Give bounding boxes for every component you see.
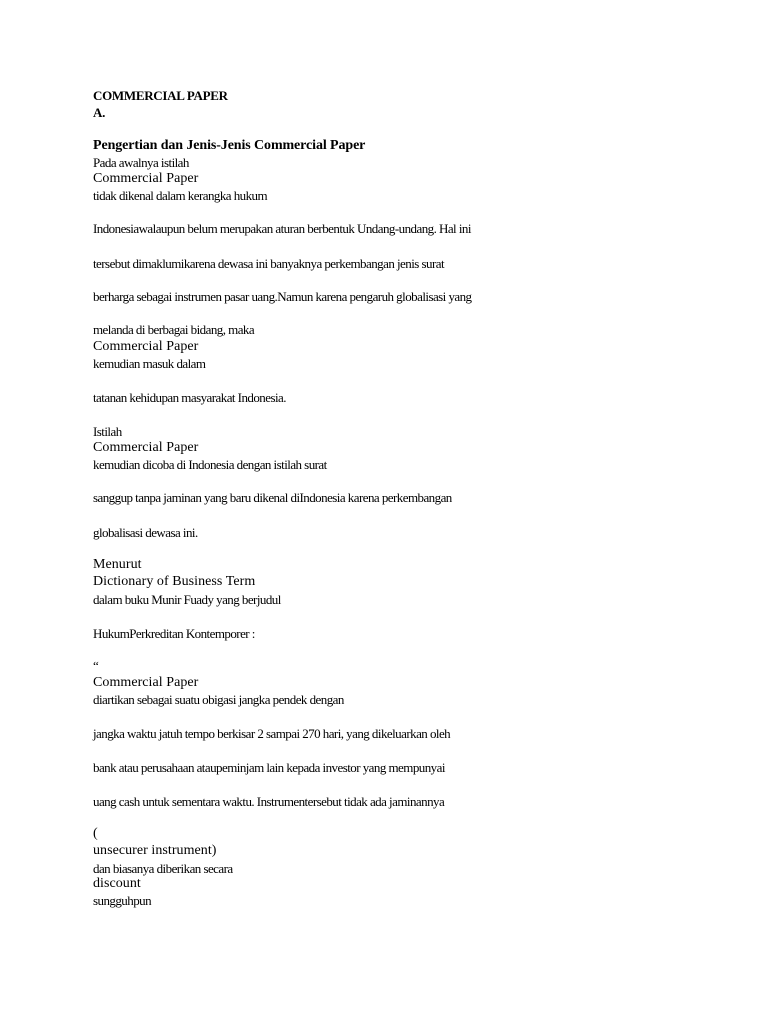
term-line: unsecurer instrument) <box>93 843 217 858</box>
paragraph-line: jangka waktu jatuh tempo berkisar 2 sampai 270 hari, yang dikeluarkan oleh <box>93 726 451 741</box>
paragraph-line: Indonesiawalaupun belum merupakan aturan berbentuk Undang-undang. Hal ini <box>93 221 471 236</box>
paragraph-line: berharga sebagai instrumen pasar uang.Namun karena pengaruh globalisasi yang <box>93 289 472 304</box>
section-label: A. <box>93 105 106 120</box>
term-line: Commercial Paper <box>93 675 199 690</box>
paragraph-line: diartikan sebagai suatu obigasi jangka pendek dengan <box>93 692 344 707</box>
paragraph-line: HukumPerkreditan Kontemporer : <box>93 626 255 641</box>
paragraph-line: kemudian dicoba di Indonesia dengan istilah surat <box>93 457 327 472</box>
paragraph-line: sanggup tanpa jaminan yang baru dikenal diIndonesia karena perkembangan <box>93 490 452 505</box>
paragraph-line: uang cash untuk sementara waktu. Instrumentersebut tidak ada jaminannya <box>93 794 445 809</box>
term-line: Commercial Paper <box>93 171 199 186</box>
paragraph-line: kemudian masuk dalam <box>93 356 206 371</box>
term-line: discount <box>93 876 141 891</box>
paragraph-line: Istilah <box>93 424 122 439</box>
section-heading: Pengertian dan Jenis-Jenis Commercial Paper <box>93 138 366 153</box>
paragraph-line: tatanan kehidupan masyarakat Indonesia. <box>93 390 286 405</box>
document-title: COMMERCIAL PAPER <box>93 88 228 103</box>
term-line: Commercial Paper <box>93 440 199 455</box>
paragraph-line: dalam buku Munir Fuady yang berjudul <box>93 592 281 607</box>
paragraph-line: tidak dikenal dalam kerangka hukum <box>93 188 268 203</box>
paragraph-line: dan biasanya diberikan secara <box>93 861 233 876</box>
paragraph-line: globalisasi dewasa ini. <box>93 525 198 540</box>
paragraph-line: melanda di berbagai bidang, maka <box>93 322 255 337</box>
paragraph-line: tersebut dimaklumikarena dewasa ini banyaknya perkembangan jenis surat <box>93 256 445 271</box>
quote-mark: “ <box>93 658 99 673</box>
term-line: Commercial Paper <box>93 339 199 354</box>
term-line: Dictionary of Business Term <box>93 574 256 589</box>
term-line: ( <box>93 826 98 841</box>
paragraph-line: Pada awalnya istilah <box>93 155 189 170</box>
paragraph-line: bank atau perusahaan ataupeminjam lain kepada investor yang mempunyai <box>93 760 445 775</box>
paragraph-line: sungguhpun <box>93 893 152 908</box>
term-line: Menurut <box>93 557 142 572</box>
